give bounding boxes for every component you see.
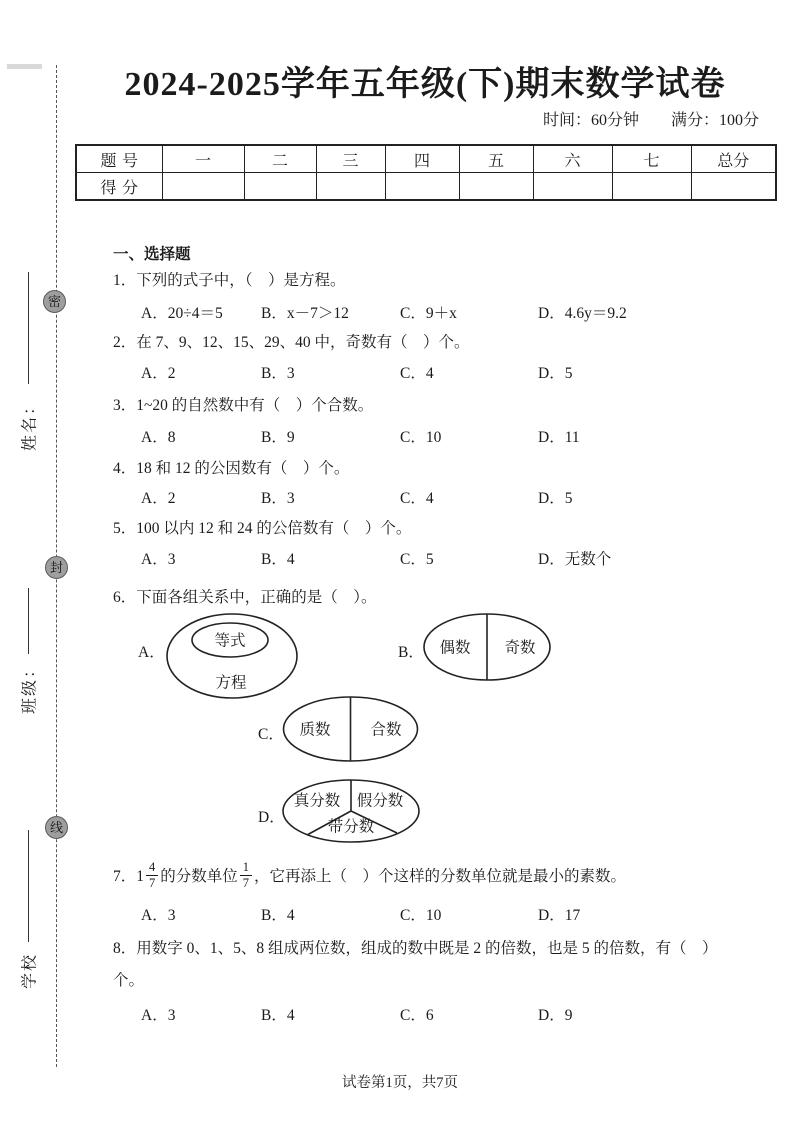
score-table-header-cell: 四 <box>385 145 459 173</box>
score-row-label: 得分 <box>76 173 162 201</box>
exam-full-score: 满分：100分 <box>671 112 760 129</box>
venn-diagram-fractions <box>281 778 421 844</box>
option-8a: A．3 <box>141 1007 176 1024</box>
diagram-a-label: A． <box>138 644 165 661</box>
exam-time: 时间：60分钟 <box>543 112 640 129</box>
option-1b: B．x－7＞12 <box>261 305 349 322</box>
diagram-d-top-right-label: 假分数 <box>356 792 404 810</box>
score-cell <box>533 173 612 201</box>
option-4c: C．4 <box>400 490 434 507</box>
option-1c: C．9＋x <box>400 305 457 322</box>
option-4b: B．3 <box>261 490 295 507</box>
question-1-options <box>141 301 771 321</box>
option-5c: C．5 <box>400 551 434 568</box>
option-7b: B．4 <box>261 907 295 924</box>
question-3-options <box>141 425 771 445</box>
option-8d: D．9 <box>538 1007 573 1024</box>
question-7-text <box>113 852 626 898</box>
score-table-header-cell: 二 <box>244 145 316 173</box>
diagram-a-outer-label: 方程 <box>215 674 247 692</box>
question-5-text: 5．100 以内 12 和 24 的公倍数有（ ）个。 <box>113 520 412 537</box>
diagram-c-right-label: 合数 <box>370 721 402 739</box>
page-title: 2024-2025学年五年级(下)期末数学试卷 <box>124 66 726 103</box>
class-label: 班级： <box>21 659 39 715</box>
venn-diagram-equation <box>164 611 300 701</box>
option-7d: D．17 <box>538 907 581 924</box>
score-cell <box>385 173 459 201</box>
score-cell <box>459 173 533 201</box>
score-table-header-cell: 六 <box>533 145 612 173</box>
option-2c: C．4 <box>400 365 434 382</box>
diagram-a-inner-label: 等式 <box>214 632 246 650</box>
diagram-b-left-label: 偶数 <box>439 639 471 657</box>
question-2-text: 2．在 7、9、12、15、29、40 中，奇数有（ ）个。 <box>113 334 470 351</box>
question-8-text-line2: 个。 <box>113 972 145 989</box>
option-3d: D．11 <box>538 429 580 446</box>
seal-char-feng: 封 <box>45 556 68 579</box>
score-cell <box>162 173 244 201</box>
question-4-options <box>141 486 771 506</box>
question-4-text: 4．18 和 12 的公因数有（ ）个。 <box>113 460 350 477</box>
option-3b: B．9 <box>261 429 295 446</box>
diagram-d-label: D． <box>258 809 285 826</box>
option-2d: D．5 <box>538 365 573 382</box>
score-table-header-cell: 五 <box>459 145 533 173</box>
option-7a: A．3 <box>141 907 176 924</box>
section-title: 一、选择题 <box>113 246 191 263</box>
question-6-text: 6．下面各组关系中，正确的是（ ）。 <box>113 589 377 606</box>
option-4d: D．5 <box>538 490 573 507</box>
question-5-options <box>141 547 771 567</box>
scan-artifact <box>7 64 42 69</box>
diagram-c-left-label: 质数 <box>299 721 331 739</box>
venn-diagram-even-odd <box>422 612 552 682</box>
score-table-header-cell: 总分 <box>691 145 776 173</box>
class-blank-line <box>28 588 29 654</box>
question-1-text: 1．下列的式子中，（ ）是方程。 <box>113 272 346 289</box>
diagram-d-top-left-label: 真分数 <box>293 792 341 810</box>
question-7-suffix: ，它再添上（ ）个这样的分数单位就是最小的素数。 <box>254 868 627 885</box>
option-1d: D．4.6y＝9.2 <box>538 305 627 322</box>
fraction-1-7: $\frac{1}{7}$ <box>240 860 252 890</box>
seal-char-mi: 密 <box>43 290 66 313</box>
option-3a: A．8 <box>141 429 176 446</box>
score-table-header-label: 题号 <box>76 145 162 173</box>
option-5d: D．无数个 <box>538 551 612 568</box>
score-table-header-cell: 七 <box>612 145 691 173</box>
score-cell <box>316 173 385 201</box>
option-4a: A．2 <box>141 490 176 507</box>
question-7-options <box>141 903 771 923</box>
page-number: 试卷第1页，共7页 <box>342 1075 458 1091</box>
option-7c: C．10 <box>400 907 442 924</box>
option-1a: A．20÷4＝5 <box>141 305 223 322</box>
diagram-b-right-label: 奇数 <box>504 639 536 657</box>
option-5b: B．4 <box>261 551 295 568</box>
name-label: 姓名： <box>21 396 39 452</box>
option-8c: C．6 <box>400 1007 434 1024</box>
diagram-c-label: C． <box>258 726 284 743</box>
venn-diagram-prime-composite <box>282 695 419 763</box>
score-table-header-cell: 一 <box>162 145 244 173</box>
option-5a: A．3 <box>141 551 176 568</box>
score-cell <box>691 173 776 201</box>
option-8b: B．4 <box>261 1007 295 1024</box>
diagram-b-label: B． <box>398 644 424 661</box>
question-7-mid: 的分数单位 <box>160 868 238 885</box>
question-7-prefix: 7．1 <box>113 868 145 885</box>
option-3c: C．10 <box>400 429 442 446</box>
school-label: 学校 <box>21 952 39 990</box>
fraction-4-7: $\frac{4}{7}$ <box>146 860 158 890</box>
score-table <box>75 144 777 201</box>
score-cell <box>612 173 691 201</box>
option-2b: B．3 <box>261 365 295 382</box>
option-2a: A．2 <box>141 365 176 382</box>
question-8-options <box>141 1003 771 1023</box>
seal-char-xian: 线 <box>45 816 68 839</box>
score-cell <box>244 173 316 201</box>
name-blank-line <box>28 272 29 384</box>
question-3-text: 3．1~20 的自然数中有（ ）个合数。 <box>113 397 374 414</box>
question-2-options <box>141 361 771 381</box>
question-8-text-line1: 8．用数字 0、1、5、8 组成两位数，组成的数中既是 2 的倍数，也是 5 的倍数，有（ ） <box>113 940 718 957</box>
diagram-d-bottom-label: 带分数 <box>327 818 375 836</box>
school-blank-line <box>28 830 29 942</box>
exam-info <box>543 107 783 130</box>
score-table-header-cell: 三 <box>316 145 385 173</box>
